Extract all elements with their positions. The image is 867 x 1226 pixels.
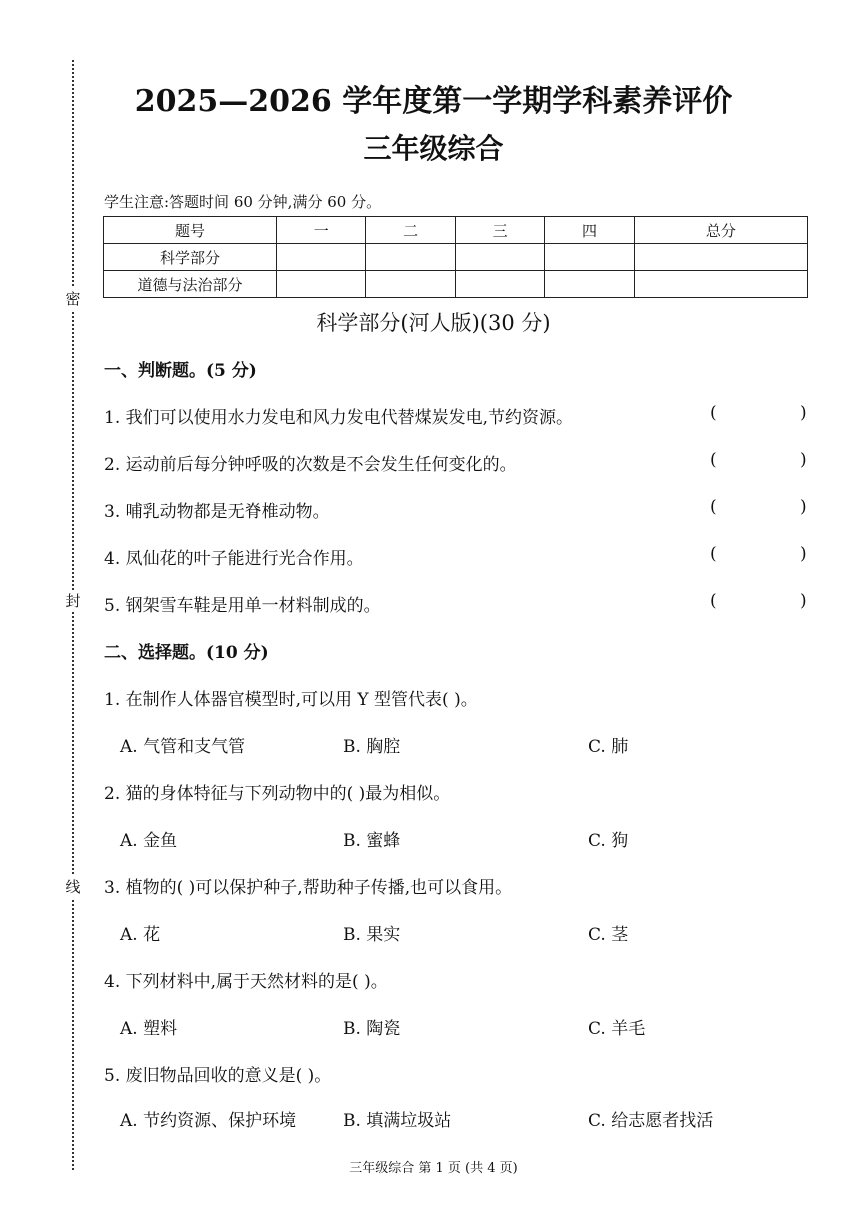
score-table (103, 216, 808, 298)
option-c: C. 羊毛 (588, 1019, 646, 1039)
table-row (104, 244, 808, 271)
page-footer: 三年级综合 第 1 页 (共 4 页) (349, 1161, 518, 1176)
option-b: B. 蜜蜂 (343, 831, 401, 851)
seal-char-xian: 线 (62, 876, 84, 898)
option-c: C. 肺 (588, 737, 629, 757)
score-cell (277, 271, 366, 298)
student-notice: 学生注意:答题时间 60 分钟,满分 60 分。 (104, 193, 382, 211)
score-cell (455, 244, 544, 271)
seal-char-mi: 密 (62, 288, 84, 310)
row-label: 道德与法治部分 (104, 271, 277, 298)
row-label: 科学部分 (104, 244, 277, 271)
answer-paren-open: ( (710, 544, 717, 564)
table-header-cell: 四 (545, 217, 634, 244)
option-c: C. 狗 (588, 831, 629, 851)
judge-question-5: 5. 钢架雪车鞋是用单一材料制成的。 (104, 596, 381, 616)
table-header-cell: 题号 (104, 217, 277, 244)
answer-paren-open: ( (710, 403, 717, 423)
answer-paren-open: ( (710, 591, 717, 611)
score-table-header (104, 217, 808, 244)
answer-paren-open: ( (710, 450, 717, 470)
table-row (104, 271, 808, 298)
part2-heading: 二、选择题。(10 分) (104, 643, 269, 663)
option-a: A. 金鱼 (120, 831, 178, 851)
table-header-cell: 三 (455, 217, 544, 244)
choice-question-5: 5. 废旧物品回收的意义是( )。 (104, 1066, 332, 1086)
choice-question-4: 4. 下列材料中,属于天然材料的是( )。 (104, 972, 388, 992)
seal-char-feng: 封 (62, 590, 84, 612)
option-b: B. 胸腔 (343, 737, 401, 757)
option-a: A. 塑料 (120, 1019, 178, 1039)
table-header-cell: 总分 (634, 217, 807, 244)
answer-paren-open: ( (710, 497, 717, 517)
option-b: B. 陶瓷 (343, 1019, 401, 1039)
exam-title: 2025—2026 学年度第一学期学科素养评价 (134, 84, 733, 119)
score-cell (277, 244, 366, 271)
choice-question-2: 2. 猫的身体特征与下列动物中的( )最为相似。 (104, 784, 451, 804)
choice-question-1: 1. 在制作人体器官模型时,可以用 Y 型管代表( )。 (104, 690, 478, 710)
option-a: A. 节约资源、保护环境 (120, 1111, 297, 1131)
option-b: B. 果实 (343, 925, 401, 945)
answer-paren-close: ) (800, 450, 807, 470)
option-c: C. 给志愿者找活 (588, 1111, 714, 1131)
answer-paren-close: ) (800, 403, 807, 423)
score-cell (634, 271, 807, 298)
score-cell (366, 271, 455, 298)
answer-paren-close: ) (800, 544, 807, 564)
score-cell (366, 244, 455, 271)
table-header-cell: 二 (366, 217, 455, 244)
option-a: A. 气管和支气管 (120, 737, 246, 757)
answer-paren-close: ) (800, 497, 807, 517)
judge-question-3: 3. 哺乳动物都是无脊椎动物。 (104, 502, 330, 522)
table-header-cell: 一 (277, 217, 366, 244)
section-title: 科学部分(河人版)(30 分) (316, 311, 551, 335)
judge-question-2: 2. 运动前后每分钟呼吸的次数是不会发生任何变化的。 (104, 455, 517, 475)
score-cell (545, 271, 634, 298)
score-cell (634, 244, 807, 271)
part1-heading: 一、判断题。(5 分) (104, 361, 257, 381)
binding-dotted-line (72, 60, 74, 1170)
score-cell (455, 271, 544, 298)
exam-subtitle: 三年级综合 (363, 132, 504, 165)
judge-question-1: 1. 我们可以使用水力发电和风力发电代替煤炭发电,节约资源。 (104, 408, 574, 428)
answer-paren-close: ) (800, 591, 807, 611)
judge-question-4: 4. 凤仙花的叶子能进行光合作用。 (104, 549, 364, 569)
option-c: C. 茎 (588, 925, 629, 945)
score-cell (545, 244, 634, 271)
choice-question-3: 3. 植物的( )可以保护种子,帮助种子传播,也可以食用。 (104, 878, 513, 898)
option-b: B. 填满垃圾站 (343, 1111, 452, 1131)
option-a: A. 花 (120, 925, 161, 945)
